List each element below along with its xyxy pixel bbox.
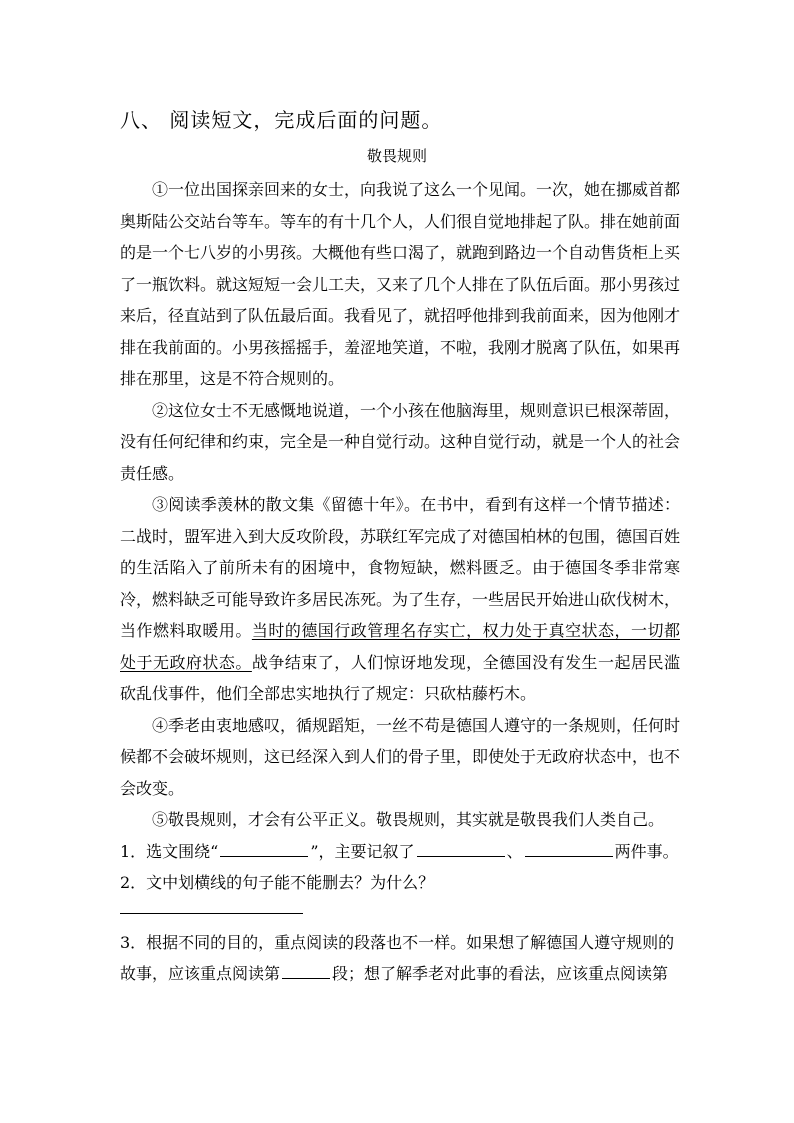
question-1-part-c: 、	[506, 841, 523, 861]
question-3	[120, 927, 680, 990]
paragraph-3-text-after: 战争结束了，人们惊讶地发现，全德国没有发生一起居民滥砍乱伐事件，他们全部忠实地执行了规定：只砍枯藤朽木。	[120, 652, 680, 703]
answer-blank-event-1[interactable]	[417, 855, 505, 857]
article-body	[120, 174, 680, 990]
question-1	[120, 836, 680, 868]
underlined-sentence: 当时的德国行政管理名存实亡，权力处于真空状态，一切都处于无政府状态。	[120, 621, 680, 672]
paragraph-1: ①一位出国探亲回来的女士，向我说了这么一个见闻。一次，她在挪威首都奥斯陆公交站台等车。等车的有十几个人，人们很自觉地排起了队。排在她前面的是一个七八岁的小男孩。大概他有些口渴了，就跑到路边一个自动售货柜上买了一瓶饮料。就这短短一会儿工夫，又来了几个人排在了队伍后面。那小男孩过来后，径直站到了队伍最后面。我看见了，就招呼他排到我前面来，因为他刚才排在我前面的。小男孩摇摇手，羞涩地笑道，不啦，我刚才脱离了队伍，如果再排在那里，这是不符合规则的。	[120, 180, 681, 388]
paragraph-3-text-before: ③阅读季羡林的散文集《留德十年》。在书中，看到有这样一个情节描述：二战时，盟军进入到大反攻阶段，苏联红军完成了对德国柏林的包围，德国百姓的生活陷入了前所未有的困境中，食物短缺，燃料匮乏。由于德国冬季非常寒冷，燃料缺乏可能导致许多居民冻死。为了生存，一些居民开始进山砍伐树木，当作燃料取暖用。	[120, 495, 681, 640]
question-1-part-d: 两件事。	[614, 841, 679, 861]
article-title: 敬畏规则	[366, 147, 427, 165]
answer-blank-theme[interactable]	[220, 855, 308, 857]
question-3-part-b: 段；想了解季老对此事的看法，应该重点阅读第	[332, 964, 669, 983]
answer-line-question-2[interactable]	[120, 913, 303, 914]
question-3-part-a: 3．根据不同的目的，重点阅读的段落也不一样。如果想了解德国人遵守规则的故事，应该重点阅读第	[120, 932, 675, 983]
question-1-part-b: ”，主要记叙了	[310, 841, 415, 861]
answer-blank-paragraph-number[interactable]	[282, 977, 330, 979]
section-title: 八、 阅读短文，完成后面的问题。	[120, 108, 443, 132]
answer-blank-event-2[interactable]	[525, 855, 613, 857]
paragraph-2: ②这位女士不无感慨地说道，一个小孩在他脑海里，规则意识已根深蒂固，没有任何纪律和约束，完全是一种自觉行动。这种自觉行动，就是一个人的社会责任感。	[120, 400, 681, 483]
paragraph-3	[120, 489, 680, 710]
question-1-part-a: 1．选文围绕“	[120, 841, 219, 861]
question-2: 2．文中划横线的句子能不能删去？为什么？	[120, 873, 435, 892]
paragraph-5: ⑤敬畏规则，才会有公平正义。敬畏规则，其实就是敬畏我们人类自己。	[152, 810, 665, 829]
paragraph-4: ④季老由衷地感叹，循规蹈矩，一丝不苟是德国人遵守的一条规则，任何时候都不会破坏规则，这已经深入到人们的骨子里，即使处于无政府状态中，也不会改变。	[120, 715, 681, 798]
